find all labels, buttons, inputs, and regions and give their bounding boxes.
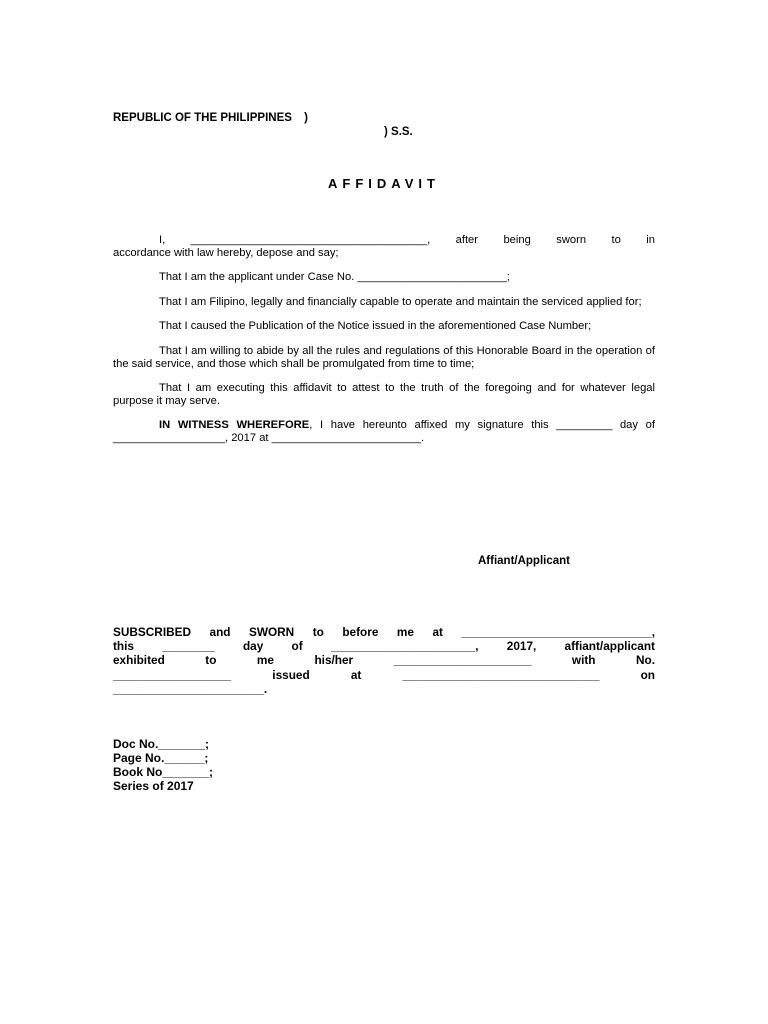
republic-label: REPUBLIC OF THE PHILIPPINES	[113, 112, 292, 124]
notarial-entries	[113, 737, 213, 793]
paragraph-capability: That I am Filipino, legally and financially capable to operate and maintain the serviced applied for;	[159, 295, 642, 308]
page-no-entry: Page No.______;	[113, 751, 209, 765]
paragraph-case-no: That I am the applicant under Case No. ________________________;	[159, 271, 510, 284]
paragraph-publication: That I caused the Publication of the Notice issued in the aforementioned Case Number;	[159, 320, 592, 333]
paragraph-compliance: That I am willing to abide by all the rules and regulations of this Honorable Board in the operation of the said service, and those which shall be promulgated from time to time;	[113, 344, 655, 370]
paragraph-witness	[113, 419, 655, 444]
jurat-line: _______________________.	[113, 681, 268, 696]
signature-label: Affiant/Applicant	[478, 555, 570, 567]
witness-text: , I have hereunto affixed my signature this _________ day of __________________, 2017 at ________________________.	[113, 419, 655, 444]
jurat-line: this ________ day of ______________________, 2017, affiant/applicant	[113, 639, 655, 654]
jurat-block	[113, 625, 655, 696]
republic-caption	[113, 112, 308, 125]
paragraph-purpose: That I am executing this affidavit to attest to the truth of the foregoing and for whatever legal purpose it may serve.	[113, 382, 655, 407]
caption-paren: )	[304, 112, 308, 124]
paragraph-identity: I, ______________________________________, after being sworn to in	[159, 234, 655, 246]
series-entry: Series of 2017	[113, 779, 194, 793]
jurat-line: exhibited to me his/her _____________________ with No.	[113, 653, 655, 668]
document-title: AFFIDAVIT	[328, 176, 440, 191]
ss-caption: ) S.S.	[384, 126, 413, 138]
paragraph-identity-cont: accordance with law hereby, depose and say;	[113, 246, 339, 259]
jurat-line: __________________ issued at ______________________________ on	[113, 667, 655, 682]
affidavit-body	[113, 234, 655, 457]
jurat-line: SUBSCRIBED and SWORN to before me at _____________________________,	[113, 625, 655, 639]
witness-heading: IN WITNESS WHEREFORE	[159, 419, 310, 432]
doc-no-entry: Doc No._______;	[113, 737, 210, 751]
book-no-entry: Book No_______;	[113, 765, 214, 779]
